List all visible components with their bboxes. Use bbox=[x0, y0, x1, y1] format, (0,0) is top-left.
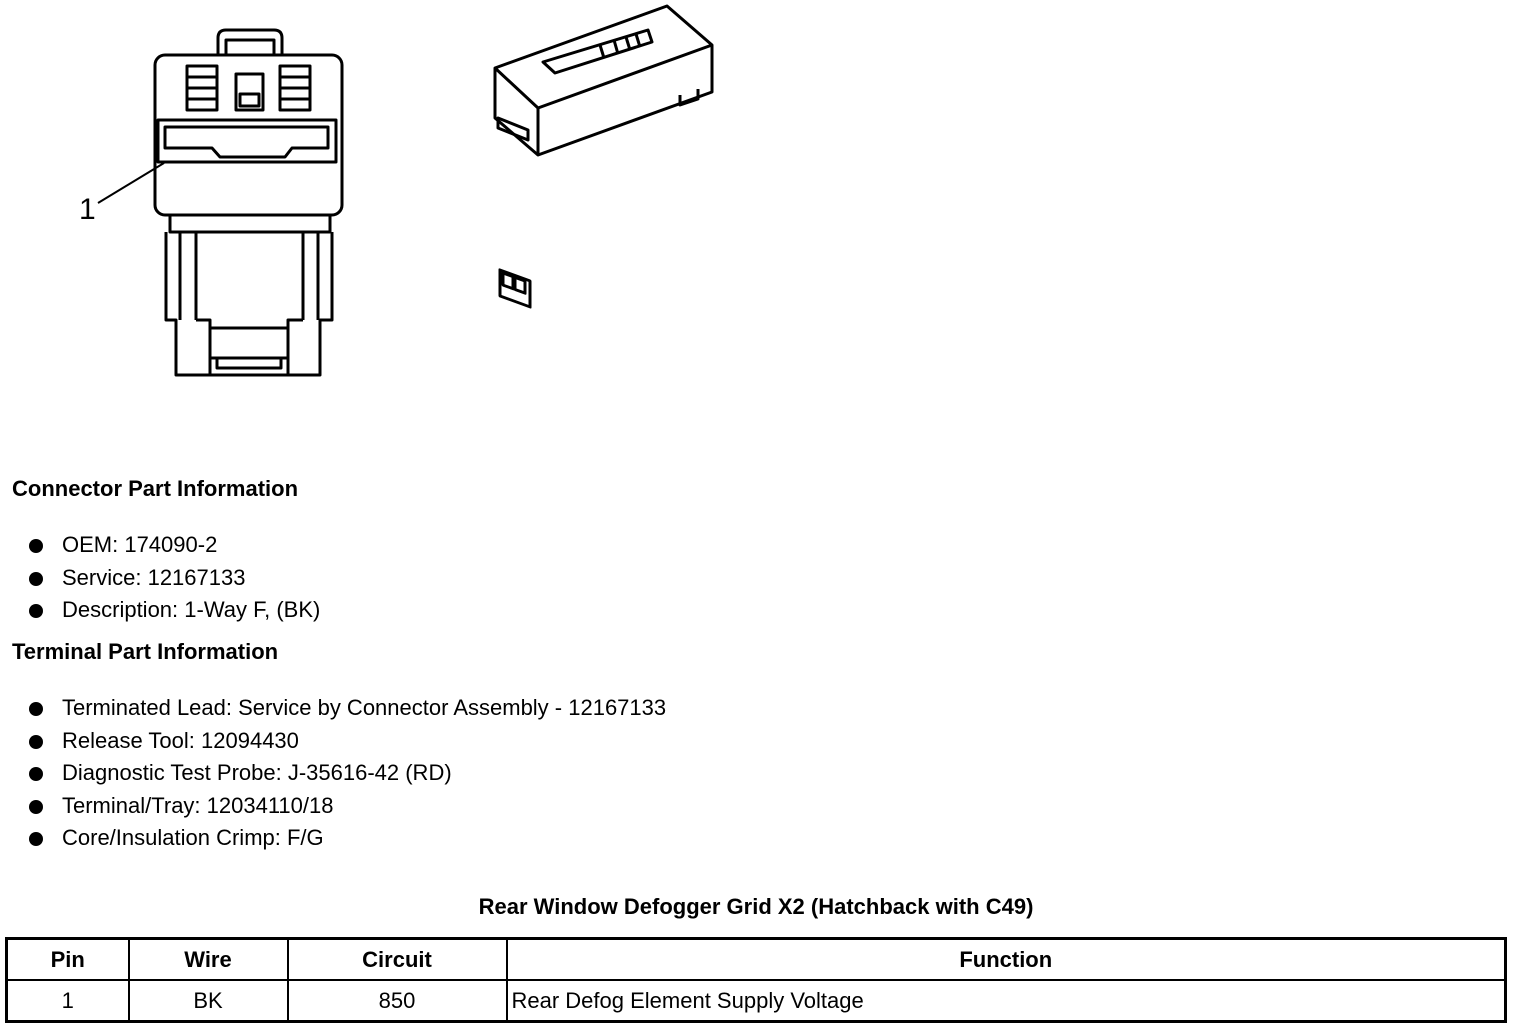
pinout-table bbox=[5, 937, 1507, 1023]
connector-front-view bbox=[155, 30, 342, 375]
list-item bbox=[29, 694, 666, 727]
bullet-icon bbox=[29, 539, 43, 553]
bullet-icon bbox=[29, 735, 43, 749]
list-item-text: Release Tool: 12094430 bbox=[62, 727, 299, 753]
cell-function: Rear Defog Element Supply Voltage bbox=[507, 980, 1506, 1022]
column-header-pin: Pin bbox=[7, 939, 129, 981]
connector-iso-view bbox=[495, 0, 712, 307]
table-header-row bbox=[7, 939, 1506, 981]
terminal-part-info-heading: Terminal Part Information bbox=[12, 639, 279, 664]
column-header-wire: Wire bbox=[129, 939, 288, 981]
column-header-function: Function bbox=[507, 939, 1506, 981]
list-item bbox=[29, 759, 666, 792]
bullet-icon bbox=[29, 832, 43, 846]
list-item bbox=[29, 564, 320, 597]
terminal-part-info-list bbox=[29, 694, 666, 857]
table-title: Rear Window Defogger Grid X2 (Hatchback with C49) bbox=[478, 894, 1034, 919]
connector-illustration bbox=[0, 0, 760, 400]
list-item-text: Service: 12167133 bbox=[62, 564, 246, 590]
list-item bbox=[29, 531, 320, 564]
bullet-icon bbox=[29, 800, 43, 814]
list-item-text: Terminal/Tray: 12034110/18 bbox=[62, 792, 334, 818]
list-item bbox=[29, 596, 320, 629]
list-item bbox=[29, 824, 666, 857]
bullet-icon bbox=[29, 604, 43, 618]
cell-circuit: 850 bbox=[288, 980, 507, 1022]
bullet-icon bbox=[29, 767, 43, 781]
list-item-text: Description: 1-Way F, (BK) bbox=[62, 597, 321, 623]
list-item-text: Diagnostic Test Probe: J-35616-42 (RD) bbox=[62, 760, 452, 786]
table-row bbox=[7, 980, 1506, 1022]
bullet-icon bbox=[29, 702, 43, 716]
connector-part-info-list bbox=[29, 531, 320, 629]
list-item bbox=[29, 792, 666, 825]
list-item bbox=[29, 727, 666, 760]
cell-pin: 1 bbox=[7, 980, 129, 1022]
connector-part-info-heading: Connector Part Information bbox=[12, 476, 299, 501]
callout-number-1: 1 bbox=[79, 193, 96, 226]
cell-wire: BK bbox=[129, 980, 288, 1022]
column-header-circuit: Circuit bbox=[288, 939, 507, 981]
list-item-text: OEM: 174090-2 bbox=[62, 532, 218, 557]
bullet-icon bbox=[29, 572, 43, 586]
list-item-text: Terminated Lead: Service by Connector Assembly - 12167133 bbox=[62, 695, 667, 720]
list-item-text: Core/Insulation Crimp: F/G bbox=[62, 825, 324, 851]
